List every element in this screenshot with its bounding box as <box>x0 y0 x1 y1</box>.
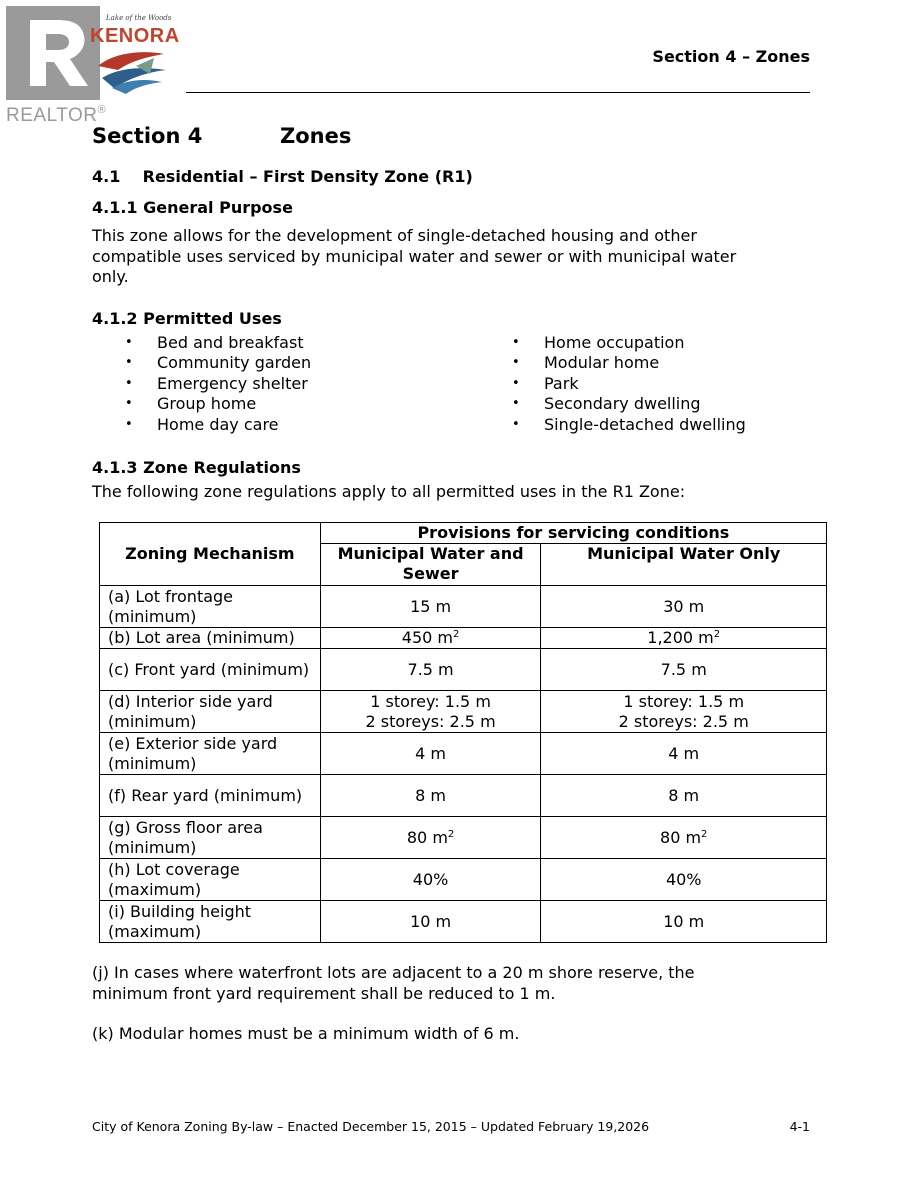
table-row: (i) Building height (maximum) 10 m 10 m <box>100 901 827 943</box>
list-item: • Home occupation <box>512 333 685 352</box>
section-name: Zones <box>280 124 352 148</box>
col-header-water-only: Municipal Water Only <box>541 544 827 586</box>
table-row: (b) Lot area (minimum) 450 $m^2$ 1,200 $m^2$ <box>100 628 827 649</box>
note-j: (j) In cases where waterfront lots are adjacent to a 20 m shore reserve, the minimum front yard requirement shall be reduced to 1 m. <box>92 963 695 1003</box>
table-row: (a) Lot frontage (minimum) 15 m 30 m <box>100 586 827 628</box>
logo-tagline: Lake of the Woods <box>106 14 172 22</box>
bullet-icon: • <box>512 375 520 391</box>
col-header-water-sewer: Municipal Water and Sewer <box>320 544 541 586</box>
header-divider <box>186 92 810 93</box>
zone-regulations-intro: The following zone regulations apply to all permitted uses in the R1 Zone: <box>92 482 686 501</box>
table-row: (g) Gross floor area (minimum) 80 $m^2$ 80 $m^2$ <box>100 817 827 859</box>
table-row: (h) Lot coverage (maximum) 40% 40% <box>100 859 827 901</box>
zone-heading: 4.1 Residential – First Density Zone (R1) <box>92 167 473 186</box>
realtor-logo-icon <box>6 6 100 100</box>
table-row: (f) Rear yard (minimum) 8 m 8 m <box>100 775 827 817</box>
general-purpose-heading: 4.1.1 General Purpose <box>92 198 293 217</box>
bullet-icon: • <box>512 335 520 350</box>
table-row: (e) Exterior side yard (minimum) 4 m 4 m <box>100 733 827 775</box>
list-item: • Single-detached dwelling <box>512 414 746 434</box>
bullet-icon: • <box>125 375 133 391</box>
logo-waves-icon <box>92 48 172 94</box>
permitted-uses-list-right <box>512 333 746 435</box>
zone-regulations-table <box>99 522 827 943</box>
general-purpose-text: This zone allows for the development of single-detached housing and other compatible uses serviced by municipal water and sewer or with municipal water only. <box>92 226 737 286</box>
realtor-text: REALTOR® <box>6 104 107 126</box>
permitted-uses-heading: 4.1.2 Permitted Uses <box>92 309 282 328</box>
list-item: • Modular home <box>512 353 660 373</box>
page-number: 4-1 <box>789 1119 810 1134</box>
bullet-icon: • <box>512 416 520 432</box>
list-item: • Bed and breakfast <box>125 333 304 352</box>
header-section-label: Section 4 – Zones <box>652 47 810 66</box>
logo-wordmark: KENORA <box>90 25 180 47</box>
list-item: • Community garden <box>125 353 312 373</box>
list-item: • Park <box>512 373 579 393</box>
bullet-icon: • <box>125 396 133 412</box>
bullet-icon: • <box>125 335 133 350</box>
list-item: • Secondary dwelling <box>512 394 701 414</box>
list-item: • Emergency shelter <box>125 373 308 393</box>
table-header-row <box>100 523 827 544</box>
zone-regulations-heading: 4.1.3 Zone Regulations <box>92 458 301 477</box>
footer-text: City of Kenora Zoning By-law – Enacted December 15, 2015 – Updated February 19,2026 <box>92 1119 650 1134</box>
provisions-header: Provisions for servicing conditions <box>320 523 826 544</box>
note-k: (k) Modular homes must be a minimum width of 6 m. <box>92 1024 520 1043</box>
mechanism-header: Zoning Mechanism <box>100 523 321 586</box>
table-row: (d) Interior side yard (minimum) 1 storey: 1.5 m 2 storeys: 2.5 m 1 storey: 1.5 m 2 storeys: 2.5 m <box>100 691 827 733</box>
bullet-icon: • <box>125 416 133 432</box>
list-item: • Group home <box>125 394 257 414</box>
list-item: • Home day care <box>125 414 279 434</box>
bullet-icon: • <box>512 355 520 371</box>
page-title <box>92 124 351 148</box>
bullet-icon: • <box>125 355 133 371</box>
bullet-icon: • <box>512 396 520 412</box>
table-row: (c) Front yard (minimum) 7.5 m 7.5 m <box>100 649 827 691</box>
section-number: Section 4 <box>92 124 203 148</box>
kenora-logo <box>88 14 188 94</box>
permitted-uses-list-left <box>125 333 311 435</box>
